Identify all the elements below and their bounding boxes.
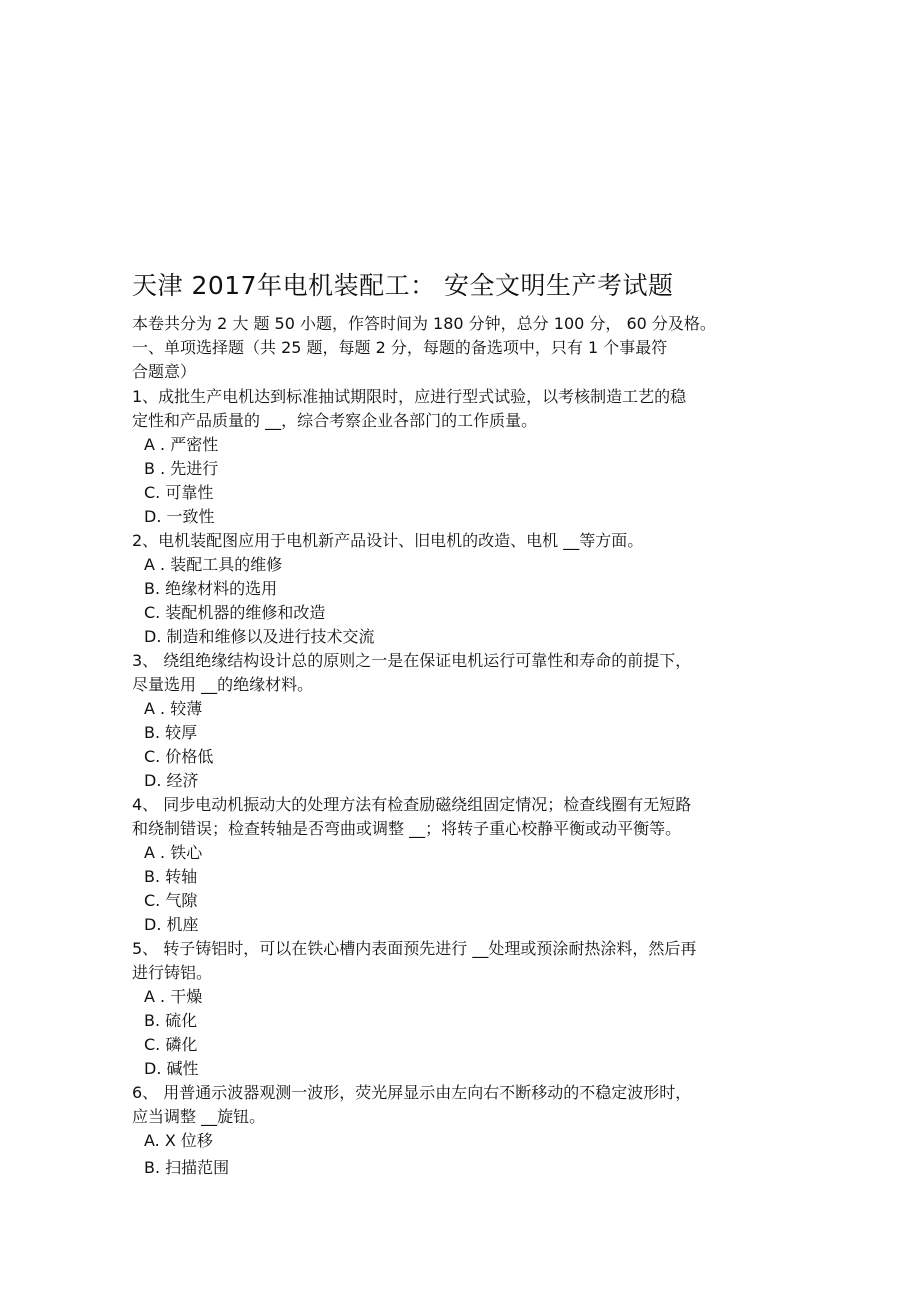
question-4-option-d: D. 机座 — [144, 915, 199, 934]
question-1-line2: 定性和产品质量的 __，综合考察企业各部门的工作质量。 — [132, 411, 538, 430]
question-4-option-b: B. 转轴 — [144, 867, 198, 886]
question-1-option-b: B . 先进行 — [144, 459, 219, 478]
question-6-line2: 应当调整 __旋钮。 — [132, 1107, 266, 1126]
question-1-option-a: A . 严密性 — [144, 435, 219, 454]
question-1-line1: 1、成批生产电机达到标准抽试期限时，应进行型式试验，以考核制造工艺的稳 — [132, 387, 687, 406]
question-2-option-a: A . 装配工具的维修 — [144, 555, 283, 574]
question-5-line1: 5、 转子铸铝时，可以在铁心槽内表面预先进行 __处理或预涂耐热涂料，然后再 — [132, 939, 697, 958]
question-3-option-b: B. 较厚 — [144, 723, 198, 742]
question-1-option-c: C. 可靠性 — [144, 483, 214, 502]
question-4-option-a: A . 铁心 — [144, 843, 203, 862]
question-4-line1: 4、 同步电动机振动大的处理方法有检查励磁绕组固定情况；检查线圈有无短路 — [132, 795, 692, 814]
page-title: 天津 2017年电机装配工： 安全文明生产考试题 — [132, 271, 674, 300]
question-6-option-a: A. X 位移 — [144, 1131, 213, 1150]
question-3-option-c: C. 价格低 — [144, 747, 214, 766]
question-6-line1: 6、 用普通示波器观测一波形，荧光屏显示由左向右不断移动的不稳定波形时， — [132, 1083, 692, 1102]
question-2-option-d: D. 制造和维修以及进行技术交流 — [144, 627, 375, 646]
question-3-line1: 3、 绕组绝缘结构设计总的原则之一是在保证电机运行可靠性和寿命的前提下， — [132, 651, 692, 670]
question-5-option-d: D. 碱性 — [144, 1059, 199, 1078]
section-heading-line2: 合题意） — [132, 362, 197, 381]
section-heading-line1: 一、单项选择题（共 25 题，每题 2 分，每题的备选项中，只有 1 个事最符 — [132, 338, 668, 357]
question-6-option-b: B. 扫描范围 — [144, 1158, 230, 1177]
question-1-option-d: D. 一致性 — [144, 507, 215, 526]
question-5-option-b: B. 硫化 — [144, 1011, 198, 1030]
question-2-line1: 2、电机装配图应用于电机新产品设计、旧电机的改造、电机 __等方面。 — [132, 531, 644, 550]
question-3-line2: 尽量选用 __的绝缘材料。 — [132, 675, 314, 694]
question-5-line2: 进行铸铝。 — [132, 963, 213, 982]
question-5-option-a: A . 干燥 — [144, 987, 203, 1006]
question-4-line2: 和绕制错误；检查转轴是否弯曲或调整 __；将转子重心校静平衡或动平衡等。 — [132, 819, 682, 838]
question-3-option-a: A . 较薄 — [144, 699, 203, 718]
question-5-option-c: C. 磷化 — [144, 1035, 198, 1054]
question-2-option-b: B. 绝缘材料的选用 — [144, 579, 278, 598]
intro-text: 本卷共分为 2 大 题 50 小题，作答时间为 180 分钟，总分 100 分， 60 分及格。 — [132, 314, 716, 333]
question-4-option-c: C. 气隙 — [144, 891, 198, 910]
question-2-option-c: C. 装配机器的维修和改造 — [144, 603, 326, 622]
question-3-option-d: D. 经济 — [144, 771, 199, 790]
